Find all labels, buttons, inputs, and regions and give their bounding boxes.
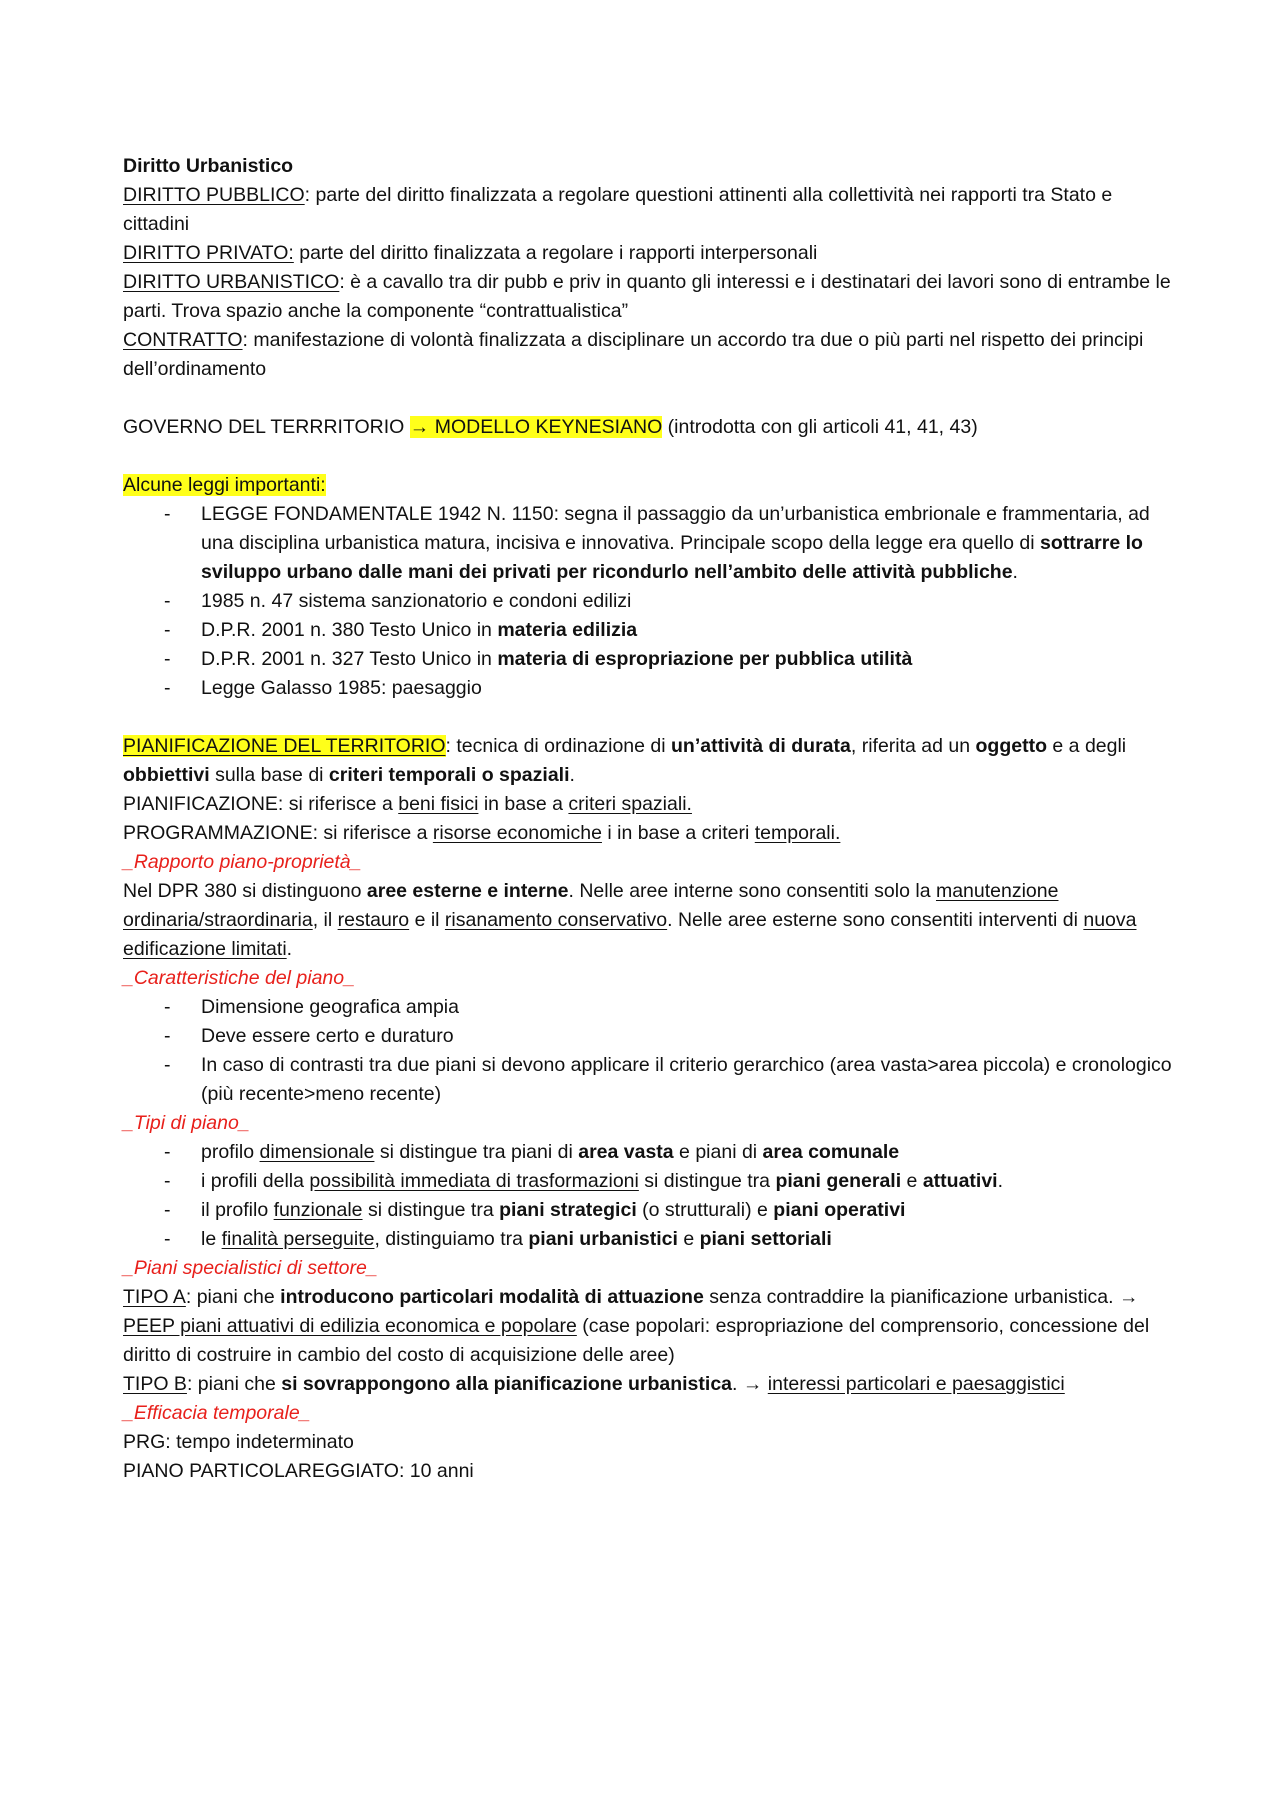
list-item: - profilo dimensionale si distingue tra piani di area vasta e piani di area comunale [123, 1138, 1178, 1167]
subheading-tipi: _Tipi di piano_ [123, 1112, 250, 1134]
caratteristiche-list [123, 993, 1178, 1109]
tipi-list [123, 1138, 1178, 1254]
leggi-list [123, 500, 1178, 703]
spacer [123, 384, 1178, 413]
term: CONTRATTO [123, 329, 243, 351]
efficacia-prg: PRG: tempo indeterminato [123, 1431, 354, 1453]
subheading-rapporto: _Rapporto piano-proprietà_ [123, 851, 362, 873]
list-item: - il profilo funzionale si distingue tra piani strategici (o strutturali) e piani operativi [123, 1196, 1178, 1225]
highlight-modello-keynesiano: → MODELLO KEYNESIANO [409, 416, 663, 438]
list-item: - 1985 n. 47 sistema sanzionatorio e condoni edilizi [123, 587, 1178, 616]
efficacia-piano-particolareggiato: PIANO PARTICOLAREGGIATO: 10 anni [123, 1460, 474, 1482]
programmazione-line: PROGRAMMAZIONE: si riferisce a risorse economiche i in base a criteri temporali. [123, 822, 841, 844]
list-item: - LEGGE FONDAMENTALE 1942 N. 1150: segna il passaggio da un’urbanistica embrionale e frammentaria, ad una disciplina urbanistica matura, incisiva e innovativa. Principale scopo della legge era quello di sottrarre lo sviluppo urbano dalle mani dei privati per ricondurlo nell’ambito delle attività pubbliche. [123, 500, 1178, 587]
list-item: - Deve essere certo e duraturo [123, 1022, 1178, 1051]
spacer [123, 703, 1178, 732]
list-item: - le finalità perseguite, distinguiamo tra piani urbanistici e piani settoriali [123, 1225, 1178, 1254]
tipo-b: TIPO B: piani che si sovrappongono alla pianificazione urbanistica. → interessi particolari e paesaggistici [123, 1373, 1065, 1395]
tipo-a: TIPO A: piani che introducono particolari modalità di attuazione senza contraddire la pianificazione urbanistica. → PEEP piani attuativi di edilizia economica e popolare (case popolari: espropriazione del comprensorio, concessione del diritto di costruire in cambio del costo di acquisizione delle aree) [123, 1286, 1150, 1366]
subheading-caratteristiche: _Caratteristiche del piano_ [123, 967, 355, 989]
definition-contratto: CONTRATTO: manifestazione di volontà finalizzata a disciplinare un accordo tra due o più parti nel rispetto dei principi dell’ordinamento [123, 329, 1144, 380]
highlight-term: PIANIFICAZIONE DEL TERRITORIO [123, 735, 446, 757]
definition-diritto-privato: DIRITTO PRIVATO: parte del diritto finalizzata a regolare i rapporti interpersonali [123, 242, 818, 264]
term: DIRITTO URBANISTICO [123, 271, 340, 293]
list-item: - D.P.R. 2001 n. 327 Testo Unico in materia di espropriazione per pubblica utilità [123, 645, 1178, 674]
leggi-heading: Alcune leggi importanti: [123, 474, 326, 496]
list-item: - Legge Galasso 1985: paesaggio [123, 674, 1178, 703]
spacer [123, 442, 1178, 471]
term: DIRITTO PUBBLICO [123, 184, 305, 206]
subheading-efficacia: _Efficacia temporale_ [123, 1402, 311, 1424]
rapporto-text: Nel DPR 380 si distinguono aree esterne e interne. Nelle aree interne sono consentiti solo la manutenzione ordinaria/straordinaria, il restauro e il risanamento conservativo. Nelle aree esterne sono consentiti interventi di nuova edificazione limitati. [123, 880, 1137, 960]
governo-line: GOVERNO DEL TERRRITORIO → MODELLO KEYNESIANO (introdotta con gli articoli 41, 41, 43) [123, 416, 978, 438]
definition-diritto-urbanistico: DIRITTO URBANISTICO: è a cavallo tra dir pubb e priv in quanto gli interessi e i destinatari dei lavori sono di entrambe le parti. Trova spazio anche la componente “contrattualistica” [123, 271, 1171, 322]
pianificazione-line: PIANIFICAZIONE: si riferisce a beni fisici in base a criteri spaziali. [123, 793, 692, 815]
document-title: Diritto Urbanistico [123, 155, 294, 177]
list-item: - i profili della possibilità immediata di trasformazioni si distingue tra piani generali e attuativi. [123, 1167, 1178, 1196]
term: DIRITTO PRIVATO: [123, 242, 294, 264]
document-page [123, 152, 1178, 1486]
list-item: - Dimensione geografica ampia [123, 993, 1178, 1022]
list-item: - In caso di contrasti tra due piani si devono applicare il criterio gerarchico (area vasta>area piccola) e cronologico (più recente>meno recente) [123, 1051, 1178, 1109]
definition-diritto-pubblico: DIRITTO PUBBLICO: parte del diritto finalizzata a regolare questioni attinenti alla collettività nei rapporti tra Stato e cittadini [123, 184, 1113, 235]
list-item: - D.P.R. 2001 n. 380 Testo Unico in materia edilizia [123, 616, 1178, 645]
subheading-specialistici: _Piani specialistici di settore_ [123, 1257, 378, 1279]
pianificazione-territorio: PIANIFICAZIONE DEL TERRITORIO: tecnica di ordinazione di un’attività di durata, riferita ad un oggetto e a degli obbiettivi sulla base di criteri temporali o spaziali. [123, 735, 1127, 786]
